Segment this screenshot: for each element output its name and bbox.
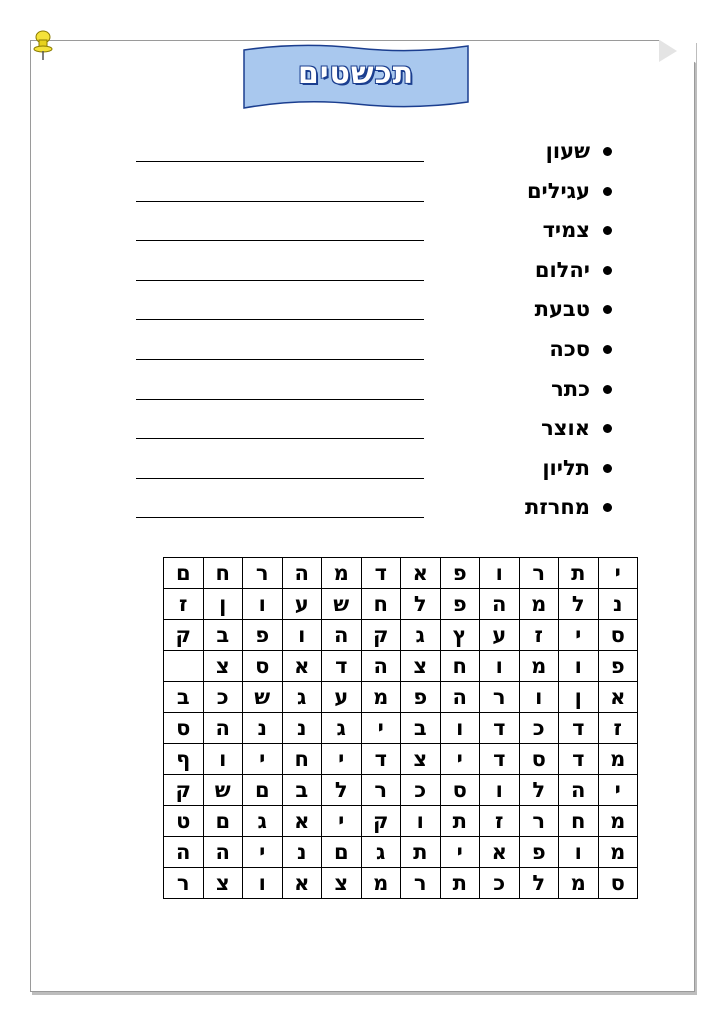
answer-line[interactable] (136, 201, 424, 202)
grid-cell[interactable]: ו (559, 651, 599, 682)
grid-cell[interactable]: ס (598, 868, 638, 899)
grid-cell[interactable]: ש (243, 682, 283, 713)
grid-cell[interactable]: צ (322, 868, 362, 899)
answer-line[interactable] (136, 161, 424, 162)
grid-cell[interactable]: א (401, 558, 441, 589)
grid-row (164, 744, 638, 775)
grid-cell[interactable]: מ (322, 558, 362, 589)
grid-cell[interactable]: ז (164, 589, 204, 620)
grid-cell[interactable]: ר (361, 775, 401, 806)
grid-cell[interactable]: ד (361, 744, 401, 775)
grid-cell[interactable]: ק (361, 620, 401, 651)
grid-cell[interactable]: י (243, 744, 283, 775)
word-label: תליון (542, 455, 590, 480)
grid-cell[interactable]: ס (440, 775, 480, 806)
grid-cell[interactable]: ן (559, 682, 599, 713)
grid-cell[interactable]: ג (401, 620, 441, 651)
grid-cell[interactable]: ה (440, 682, 480, 713)
word-label: מחרזת (524, 495, 590, 520)
grid-cell[interactable]: נ (282, 837, 322, 868)
grid-cell[interactable]: ה (282, 558, 322, 589)
grid-cell[interactable]: ת (401, 837, 441, 868)
grid-cell[interactable]: ר (401, 868, 441, 899)
grid-cell[interactable]: ם (322, 837, 362, 868)
grid-cell[interactable]: ק (164, 620, 204, 651)
grid-row (164, 589, 638, 620)
grid-cell[interactable]: ץ (440, 620, 480, 651)
grid-cell[interactable]: ד (480, 744, 520, 775)
grid-cell[interactable]: ע (282, 589, 322, 620)
grid-cell[interactable]: ר (519, 806, 559, 837)
grid-cell[interactable]: ק (164, 775, 204, 806)
word-label: עגילים (526, 178, 590, 203)
grid-cell[interactable]: ה (322, 620, 362, 651)
grid-cell[interactable]: צ (401, 651, 441, 682)
grid-cell[interactable]: ר (480, 682, 520, 713)
grid-cell[interactable]: י (440, 837, 480, 868)
grid-cell[interactable]: ס (164, 713, 204, 744)
grid-cell[interactable]: ג (322, 713, 362, 744)
bullet-icon (603, 266, 612, 275)
grid-row (164, 837, 638, 868)
grid-cell[interactable]: צ (203, 651, 243, 682)
word-label: שעון (545, 139, 590, 163)
answer-line[interactable] (136, 478, 424, 479)
grid-cell[interactable]: צ (203, 868, 243, 899)
grid-cell[interactable]: ג (361, 837, 401, 868)
grid-cell[interactable]: ד (480, 713, 520, 744)
grid-cell[interactable]: ה (480, 589, 520, 620)
word-list-item (120, 410, 620, 450)
grid-cell[interactable]: ז (480, 806, 520, 837)
answer-line[interactable] (136, 517, 424, 518)
title-banner (240, 42, 472, 112)
word-list-item (120, 212, 620, 252)
grid-cell[interactable]: א (598, 682, 638, 713)
bullet-icon (603, 226, 612, 235)
grid-cell[interactable]: ל (519, 775, 559, 806)
grid-cell[interactable]: ר (243, 558, 283, 589)
grid-cell[interactable]: כ (401, 775, 441, 806)
grid-cell[interactable]: ד (559, 713, 599, 744)
grid-cell[interactable]: מ (598, 837, 638, 868)
grid-cell[interactable]: י (440, 744, 480, 775)
grid-cell[interactable]: כ (203, 682, 243, 713)
bullet-icon (603, 187, 612, 196)
grid-cell[interactable]: ב (401, 713, 441, 744)
grid-cell[interactable]: ו (203, 744, 243, 775)
grid-cell[interactable]: מ (519, 589, 559, 620)
grid-cell[interactable]: ם (164, 558, 204, 589)
grid-cell[interactable]: ל (519, 868, 559, 899)
grid-cell[interactable]: פ (440, 589, 480, 620)
grid-cell[interactable]: ל (401, 589, 441, 620)
grid-cell[interactable]: ס (598, 620, 638, 651)
grid-cell[interactable]: ה (203, 713, 243, 744)
grid-cell[interactable]: ן (203, 589, 243, 620)
word-label: טבעת (534, 297, 590, 322)
word-label: יהלום (534, 257, 590, 282)
grid-cell[interactable]: ט (164, 806, 204, 837)
grid-cell[interactable]: ל (322, 775, 362, 806)
grid-cell[interactable]: ו (243, 868, 283, 899)
grid-cell[interactable] (164, 651, 204, 682)
grid-cell[interactable]: א (480, 837, 520, 868)
grid-cell[interactable]: נ (243, 713, 283, 744)
bullet-icon (603, 503, 612, 512)
grid-cell[interactable]: מ (559, 868, 599, 899)
grid-cell[interactable]: נ (282, 713, 322, 744)
grid-row (164, 806, 638, 837)
grid-cell[interactable]: ח (282, 744, 322, 775)
word-label: סכה (549, 336, 590, 361)
grid-cell[interactable]: ו (282, 620, 322, 651)
grid-cell[interactable]: י (559, 620, 599, 651)
word-list-item (120, 489, 620, 529)
grid-cell[interactable]: פ (598, 651, 638, 682)
grid-cell[interactable]: ו (440, 713, 480, 744)
pushpin-icon (30, 28, 56, 62)
grid-cell[interactable]: א (282, 651, 322, 682)
grid-cell[interactable]: ת (440, 868, 480, 899)
page-title: תכשטים (297, 56, 415, 91)
grid-row (164, 775, 638, 806)
grid-cell[interactable]: ד (322, 651, 362, 682)
grid-cell[interactable]: ל (559, 589, 599, 620)
grid-cell[interactable]: י (598, 775, 638, 806)
grid-cell[interactable]: מ (361, 682, 401, 713)
answer-line[interactable] (136, 438, 424, 439)
grid-cell[interactable]: מ (519, 651, 559, 682)
grid-cell[interactable]: ק (361, 806, 401, 837)
grid-cell[interactable]: ע (322, 682, 362, 713)
bullet-icon (603, 464, 612, 473)
word-list-item (120, 371, 620, 411)
grid-cell[interactable]: ו (480, 775, 520, 806)
grid-row (164, 620, 638, 651)
grid-cell[interactable]: פ (401, 682, 441, 713)
grid-cell[interactable]: כ (519, 713, 559, 744)
answer-line[interactable] (136, 240, 424, 241)
grid-cell[interactable]: א (282, 868, 322, 899)
grid-cell[interactable]: ס (243, 651, 283, 682)
grid-cell[interactable]: מ (361, 868, 401, 899)
grid-row (164, 868, 638, 899)
grid-cell[interactable]: כ (480, 868, 520, 899)
grid-cell[interactable]: י (322, 806, 362, 837)
grid-row (164, 558, 638, 589)
grid-row (164, 651, 638, 682)
grid-cell[interactable]: ה (164, 837, 204, 868)
bullet-icon (603, 147, 612, 156)
grid-cell[interactable]: ז (598, 713, 638, 744)
grid-cell[interactable]: י (322, 744, 362, 775)
grid-cell[interactable]: ח (203, 558, 243, 589)
grid-cell[interactable]: נ (598, 589, 638, 620)
grid-cell[interactable]: ח (361, 589, 401, 620)
grid-cell[interactable]: ס (519, 744, 559, 775)
word-list (120, 133, 620, 529)
grid-cell[interactable]: ם (243, 775, 283, 806)
grid-cell[interactable]: ה (361, 651, 401, 682)
grid-cell[interactable]: ו (559, 837, 599, 868)
grid-cell[interactable]: ג (282, 682, 322, 713)
word-label: אוצר (541, 416, 590, 441)
grid-cell[interactable]: ח (559, 806, 599, 837)
grid-cell[interactable]: צ (401, 744, 441, 775)
answer-line[interactable] (136, 399, 424, 400)
word-list-item (120, 291, 620, 331)
grid-cell[interactable]: מ (598, 806, 638, 837)
answer-line[interactable] (136, 319, 424, 320)
bullet-icon (603, 424, 612, 433)
word-list-item (120, 173, 620, 213)
answer-line[interactable] (136, 280, 424, 281)
grid-row (164, 682, 638, 713)
word-list-item (120, 252, 620, 292)
grid-cell[interactable]: ם (203, 806, 243, 837)
bullet-icon (603, 305, 612, 314)
word-search-grid (163, 557, 638, 899)
grid-cell[interactable]: ז (519, 620, 559, 651)
grid-cell[interactable]: ד (559, 744, 599, 775)
grid-cell[interactable]: ף (164, 744, 204, 775)
grid-cell[interactable]: י (361, 713, 401, 744)
grid-cell[interactable]: ע (480, 620, 520, 651)
grid-cell[interactable]: ת (440, 806, 480, 837)
grid-cell[interactable]: פ (440, 558, 480, 589)
word-list-item (120, 331, 620, 371)
grid-cell[interactable]: ה (203, 837, 243, 868)
word-label: צמיד (542, 218, 590, 243)
bullet-icon (603, 385, 612, 394)
grid-cell[interactable]: ו (480, 651, 520, 682)
grid-cell[interactable]: ה (559, 775, 599, 806)
grid-cell[interactable]: ח (440, 651, 480, 682)
grid-cell[interactable]: ת (559, 558, 599, 589)
grid-cell[interactable]: ד (361, 558, 401, 589)
bullet-icon (603, 345, 612, 354)
grid-cell[interactable]: ו (519, 682, 559, 713)
grid-cell[interactable]: ב (282, 775, 322, 806)
grid-cell[interactable]: פ (243, 620, 283, 651)
grid-cell[interactable]: ו (401, 806, 441, 837)
grid-cell[interactable]: ב (164, 682, 204, 713)
grid-row (164, 713, 638, 744)
grid-cell[interactable]: פ (519, 837, 559, 868)
grid-cell[interactable]: מ (598, 744, 638, 775)
grid-cell[interactable]: ר (519, 558, 559, 589)
grid-cell[interactable]: ר (164, 868, 204, 899)
grid-cell[interactable]: ו (243, 589, 283, 620)
word-list-item (120, 133, 620, 173)
answer-line[interactable] (136, 359, 424, 360)
word-label: כתר (551, 376, 590, 401)
grid-cell[interactable]: ב (203, 620, 243, 651)
grid-cell[interactable]: א (282, 806, 322, 837)
grid-cell[interactable]: י (598, 558, 638, 589)
grid-cell[interactable]: ש (203, 775, 243, 806)
word-list-item (120, 450, 620, 490)
grid-cell[interactable]: ש (322, 589, 362, 620)
grid-cell[interactable]: י (243, 837, 283, 868)
grid-cell[interactable]: ו (480, 558, 520, 589)
grid-cell[interactable]: ג (243, 806, 283, 837)
